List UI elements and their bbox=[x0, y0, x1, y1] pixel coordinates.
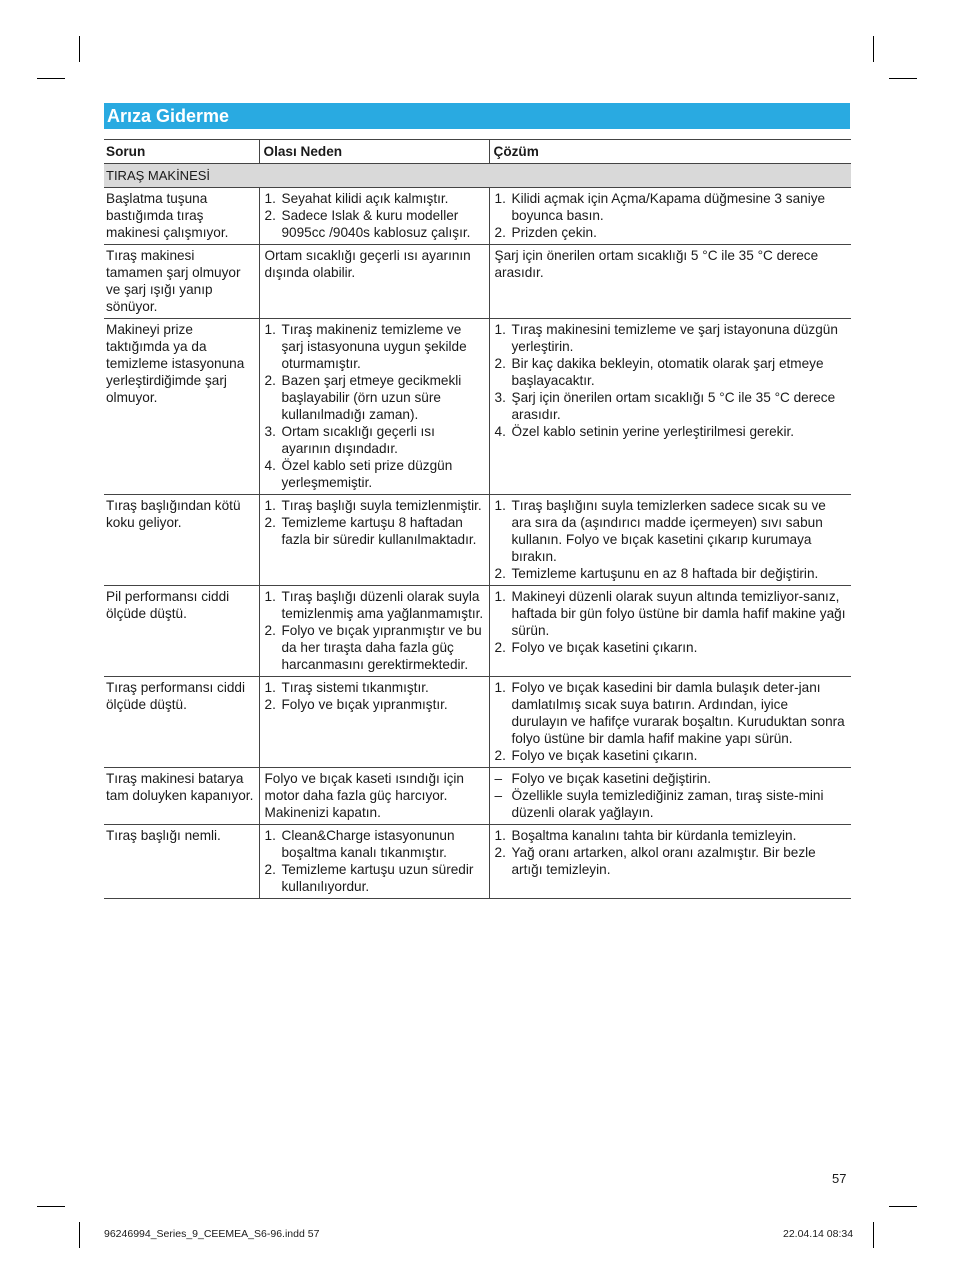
cause-cell bbox=[259, 319, 489, 495]
list-item: Temizleme kartuşu 8 haftadan fazla bir süredir kullanılmaktadır. bbox=[281, 515, 477, 547]
list-item: Tıraş başlığı suyla temizlenmiştir. bbox=[281, 498, 482, 513]
list-item: Bir kaç dakika bekleyin, otomatik olarak şarj etmeye başlayacaktır. bbox=[511, 356, 824, 388]
table-row bbox=[104, 495, 851, 586]
table-row bbox=[104, 586, 851, 677]
solution-cell bbox=[489, 495, 851, 586]
cause-cell: Ortam sıcaklığı geçerli ısı ayarının dışında olabilir. bbox=[259, 245, 489, 319]
list-item: Folyo ve bıçak kasetini çıkarın. bbox=[511, 748, 698, 763]
table-row bbox=[104, 245, 851, 319]
cause-cell-list bbox=[265, 679, 485, 713]
crop-mark bbox=[37, 78, 65, 79]
list-item: – Özellikle suyla temizlediğiniz zaman, tıraş siste-mini düzenli olarak yağlayın. bbox=[495, 787, 848, 821]
cause-cell bbox=[259, 825, 489, 899]
crop-mark bbox=[79, 36, 80, 62]
crop-mark bbox=[873, 36, 874, 62]
list-item: Folyo ve bıçak yıpranmıştır. bbox=[281, 697, 448, 712]
table-row bbox=[104, 768, 851, 825]
list-item: Prizden çekin. bbox=[511, 225, 597, 240]
list-item: Şarj için önerilen ortam sıcaklığı 5 °C ile 35 °C derece arasıdır. bbox=[511, 390, 836, 422]
table-row bbox=[104, 677, 851, 768]
list-item: Tıraş makineniz temizleme ve şarj istasyonuna uygun şekilde oturmamıştır. bbox=[281, 322, 467, 371]
list-item: Seyahat kilidi açık kalmıştır. bbox=[281, 191, 449, 206]
list-item: – Folyo ve bıçak kasetini değiştirin. bbox=[495, 770, 848, 787]
cause-cell-list bbox=[265, 827, 485, 895]
table-row bbox=[104, 319, 851, 495]
solution-cell bbox=[489, 188, 851, 245]
crop-mark bbox=[873, 1222, 874, 1248]
table-row bbox=[104, 825, 851, 899]
list-item: Boşaltma kanalını tahta bir kürdanla temizleyin. bbox=[511, 828, 797, 843]
problem-cell: Pil performansı ciddi ölçüde düştü. bbox=[104, 586, 259, 677]
list-item: Özel kablo seti prize düzgün yerleşmemiştir. bbox=[281, 458, 453, 490]
cause-cell bbox=[259, 586, 489, 677]
table-header-row bbox=[104, 140, 851, 164]
list-item: Folyo ve bıçak kasedini bir damla bulaşık deter-janı damlatılmış sıcak suya batırın. Ardından, iyice durulayın ve hafifçe vurarak boşaltın. Kuruduktan sonra folyo üstüne bir damla hafif makine yapı sürün. bbox=[511, 680, 845, 746]
crop-mark bbox=[889, 1206, 917, 1207]
category-label: TIRAŞ MAKİNESİ bbox=[104, 164, 851, 188]
problem-cell: Tıraş makinesi batarya tam doluyken kapanıyor. bbox=[104, 768, 259, 825]
crop-mark bbox=[889, 78, 917, 79]
solution-cell-list bbox=[495, 679, 848, 764]
header-solution: Çözüm bbox=[489, 140, 851, 164]
list-item: Makineyi düzenli olarak suyun altında temizliyor-sanız, haftada bir gün folyo üstüne bir damla hafif makine yağı sürün. bbox=[511, 589, 846, 638]
list-item: Yağ oranı artarken, alkol oranı azalmıştır. Bir bezle artığı temizleyin. bbox=[511, 845, 816, 877]
problem-cell: Makineyi prize taktığımda ya da temizleme istasyonuna yerleştirdiğimde şarj olmuyor. bbox=[104, 319, 259, 495]
list-item: Ortam sıcaklığı geçerli ısı ayarının dışındadır. bbox=[281, 424, 435, 456]
footer-datetime: 22.04.14 08:34 bbox=[783, 1228, 854, 1240]
cause-cell-list bbox=[265, 588, 485, 673]
solution-cell-list bbox=[495, 497, 848, 582]
crop-mark bbox=[79, 1222, 80, 1248]
header-cause: Olası Neden bbox=[259, 140, 489, 164]
solution-cell-list bbox=[495, 190, 848, 241]
solution-cell: Şarj için önerilen ortam sıcaklığı 5 °C ile 35 °C derece arasıdır. bbox=[489, 245, 851, 319]
list-item: Temizleme kartuşu uzun süredir kullanılıyordur. bbox=[281, 862, 474, 894]
cause-cell-list bbox=[265, 190, 485, 241]
list-item: Folyo ve bıçak yıpranmıştır ve bu da her tıraşta daha fazla güç harcanmasını gerektirmektedir. bbox=[281, 623, 482, 672]
solution-cell bbox=[489, 825, 851, 899]
solution-cell-list bbox=[495, 770, 848, 821]
page-number: 57 bbox=[832, 1171, 847, 1186]
table-row bbox=[104, 188, 851, 245]
footer-file: 96246994_Series_9_CEEMEA_S6-96.indd 57 bbox=[104, 1228, 320, 1240]
solution-cell-list bbox=[495, 321, 848, 440]
cause-cell bbox=[259, 495, 489, 586]
list-item: Bazen şarj etmeye gecikmekli başlayabilir (örn uzun süre kullanılmadığı zaman). bbox=[281, 373, 462, 422]
solution-cell bbox=[489, 768, 851, 825]
solution-cell bbox=[489, 319, 851, 495]
cause-cell-list bbox=[265, 497, 485, 548]
crop-mark bbox=[37, 1206, 65, 1207]
list-item: Clean&Charge istasyonunun boşaltma kanalı tıkanmıştır. bbox=[281, 828, 455, 860]
problem-cell: Tıraş başlığı nemli. bbox=[104, 825, 259, 899]
list-item: Tıraş başlığı düzenli olarak suyla temizlenmiş ama yağlanmamıştır. bbox=[281, 589, 484, 621]
list-item: Tıraş sistemi tıkanmıştır. bbox=[281, 680, 429, 695]
troubleshooting-table bbox=[104, 139, 851, 899]
cause-cell bbox=[259, 677, 489, 768]
solution-cell-list bbox=[495, 588, 848, 656]
list-item: Tıraş başlığını suyla temizlerken sadece sıcak su ve ara sıra da (aşındırıcı madde içermeyen) sıvı sabun kullanın. Folyo ve bıçak kasetini çıkarıp kurumaya bırakın. bbox=[511, 498, 826, 564]
cause-cell-list bbox=[265, 321, 485, 491]
problem-cell: Tıraş başlığından kötü koku geliyor. bbox=[104, 495, 259, 586]
list-item: Kilidi açmak için Açma/Kapama düğmesine 3 saniye boyunca basın. bbox=[511, 191, 826, 223]
solution-cell-list bbox=[495, 827, 848, 878]
list-item: Sadece Islak & kuru modeller 9095cc /9040s kablosuz çalışır. bbox=[281, 208, 471, 240]
cause-cell bbox=[259, 188, 489, 245]
problem-cell: Tıraş makinesi tamamen şarj olmuyor ve şarj ışığı yanıp sönüyor. bbox=[104, 245, 259, 319]
list-item: Özel kablo setinin yerine yerleştirilmesi gerekir. bbox=[511, 424, 795, 439]
solution-cell bbox=[489, 586, 851, 677]
list-item: Tıraş makinesini temizleme ve şarj istayonuna düzgün yerleştirin. bbox=[511, 322, 838, 354]
section-title: Arıza Giderme bbox=[104, 103, 850, 129]
problem-cell: Başlatma tuşuna bastığımda tıraş makinesi çalışmıyor. bbox=[104, 188, 259, 245]
list-item: Temizleme kartuşunu en az 8 haftada bir değiştirin. bbox=[511, 566, 819, 581]
problem-cell: Tıraş performansı ciddi ölçüde düştü. bbox=[104, 677, 259, 768]
header-problem: Sorun bbox=[104, 140, 259, 164]
list-item: Folyo ve bıçak kasetini çıkarın. bbox=[511, 640, 698, 655]
solution-cell bbox=[489, 677, 851, 768]
cause-cell: Folyo ve bıçak kaseti ısındığı için motor daha fazla güç harcıyor. Makinenizi kapatın. bbox=[259, 768, 489, 825]
category-row bbox=[104, 164, 851, 188]
